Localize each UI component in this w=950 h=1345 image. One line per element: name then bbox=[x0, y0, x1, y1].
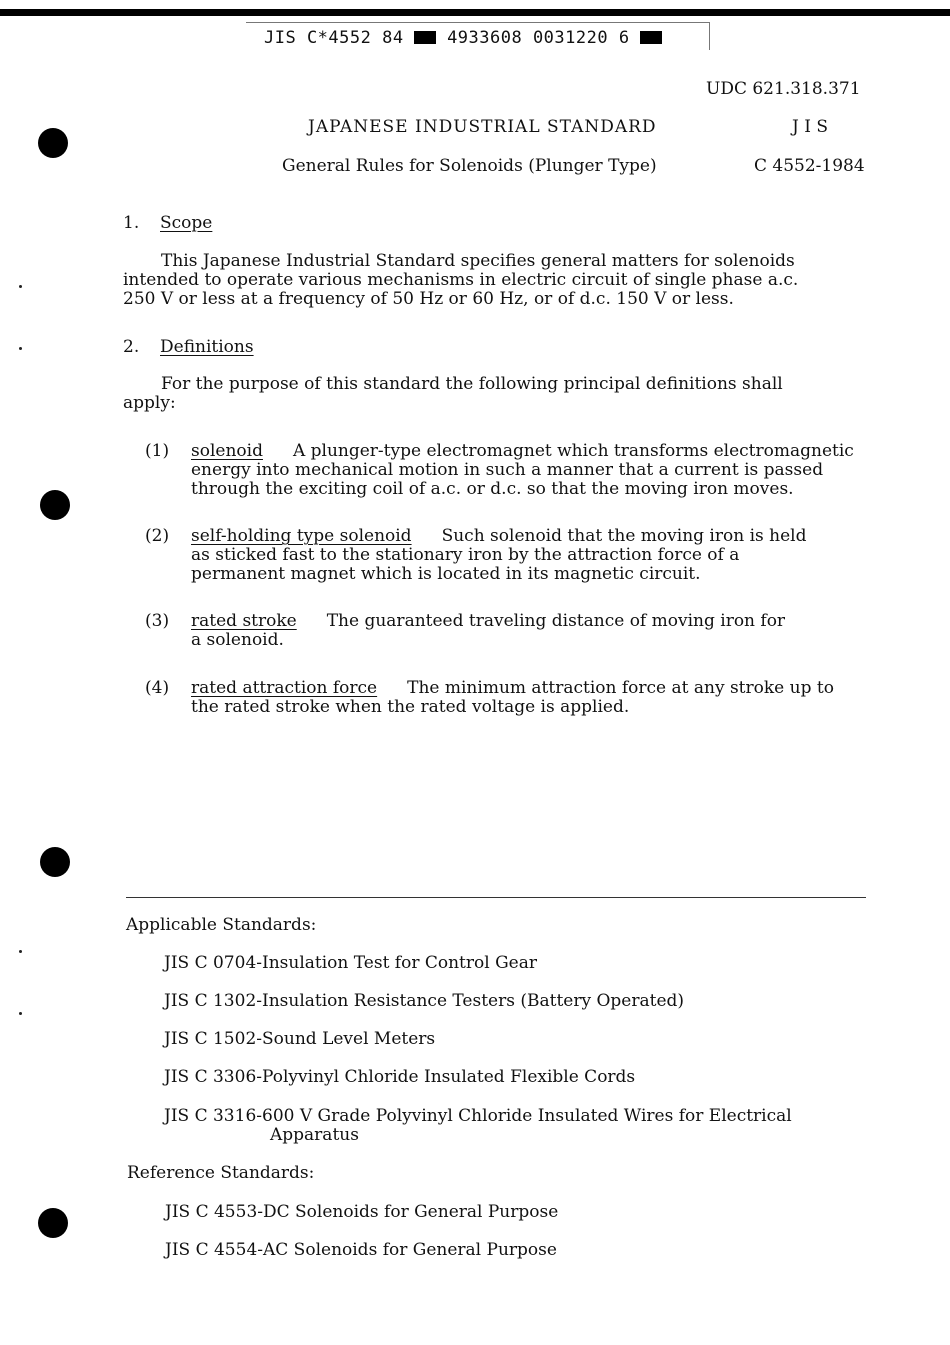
definition-text: The minimum attraction force at any stroke up to bbox=[407, 678, 834, 698]
scope-line: 250 V or less at a frequency of 50 Hz or 60 Hz, or of d.c. 150 V or less. bbox=[123, 289, 734, 309]
definition-number: (4) bbox=[145, 678, 170, 698]
punch-hole-icon bbox=[38, 1208, 68, 1238]
definition-text: A plunger-type electromagnet which transforms electromagnetic bbox=[292, 441, 854, 461]
speck-icon bbox=[19, 1012, 22, 1015]
section-number: 2. bbox=[123, 337, 140, 357]
definition-term: self-holding type solenoid bbox=[191, 526, 412, 546]
block-mark-icon bbox=[414, 31, 436, 44]
definition-line: permanent magnet which is located in its magnetic circuit. bbox=[191, 564, 701, 584]
reference-standard-item: JIS C 4554-AC Solenoids for General Purpose bbox=[165, 1240, 557, 1260]
definition-first-line bbox=[191, 612, 785, 631]
speck-icon bbox=[19, 950, 22, 953]
applicable-standard-item: JIS C 3306-Polyvinyl Chloride Insulated Flexible Cords bbox=[164, 1067, 636, 1087]
standard-title: JAPANESE INDUSTRIAL STANDARD bbox=[308, 117, 657, 137]
punch-hole-icon bbox=[38, 128, 68, 158]
applicable-standard-item: JIS C 1302-Insulation Resistance Testers (Battery Operated) bbox=[164, 991, 685, 1011]
definition-first-line bbox=[191, 679, 834, 698]
definition-term: rated stroke bbox=[191, 611, 297, 631]
definition-text: The guaranteed traveling distance of moving iron for bbox=[326, 611, 786, 631]
document-title: General Rules for Solenoids (Plunger Type) bbox=[282, 156, 657, 176]
punch-hole-icon bbox=[40, 490, 70, 520]
scope-line: intended to operate various mechanisms in electric circuit of single phase a.c. bbox=[123, 270, 799, 290]
definition-number: (3) bbox=[145, 611, 170, 631]
footnote-separator bbox=[126, 897, 866, 898]
definition-line: the rated stroke when the rated voltage is applied. bbox=[191, 697, 630, 717]
top-scan-rule bbox=[0, 9, 950, 16]
applicable-standard-continuation: Apparatus bbox=[270, 1125, 359, 1145]
applicable-standard-item: JIS C 1502-Sound Level Meters bbox=[164, 1029, 436, 1049]
speck-icon bbox=[19, 285, 22, 288]
applicable-standard-item: JIS C 3316-600 V Grade Polyvinyl Chloride Insulated Wires for Electrical bbox=[164, 1106, 792, 1126]
section-number: 1. bbox=[123, 213, 140, 233]
scan-header-code: JIS C*4552 84 bbox=[264, 28, 404, 48]
section-heading-scope: Scope bbox=[160, 213, 213, 233]
document-number: C 4552-1984 bbox=[754, 156, 865, 176]
definition-number: (1) bbox=[145, 441, 170, 461]
definition-first-line bbox=[191, 527, 806, 546]
definition-text: Such solenoid that the moving iron is held bbox=[441, 526, 807, 546]
punch-hole-icon bbox=[40, 847, 70, 877]
jis-mark: J I S bbox=[792, 117, 828, 137]
section-heading-definitions: Definitions bbox=[160, 337, 254, 357]
scan-header bbox=[264, 28, 662, 48]
definition-term: solenoid bbox=[191, 441, 263, 461]
definition-first-line bbox=[191, 442, 854, 461]
scan-header-number: 4933608 0031220 6 bbox=[447, 28, 630, 48]
block-mark-icon bbox=[640, 31, 662, 44]
scope-line: This Japanese Industrial Standard specifies general matters for solenoids bbox=[161, 251, 795, 271]
definition-term: rated attraction force bbox=[191, 678, 378, 698]
definition-line: through the exciting coil of a.c. or d.c. so that the moving iron moves. bbox=[191, 479, 794, 499]
udc-code: UDC 621.318.371 bbox=[706, 79, 861, 99]
definition-line: a solenoid. bbox=[191, 630, 284, 650]
speck-icon bbox=[19, 347, 22, 350]
applicable-standards-heading: Applicable Standards: bbox=[126, 915, 317, 935]
reference-standard-item: JIS C 4553-DC Solenoids for General Purpose bbox=[165, 1202, 559, 1222]
reference-standards-heading: Reference Standards: bbox=[127, 1163, 315, 1183]
definition-number: (2) bbox=[145, 526, 170, 546]
definitions-intro-line: For the purpose of this standard the following principal definitions shall bbox=[161, 374, 783, 394]
definition-line: as sticked fast to the stationary iron by the attraction force of a bbox=[191, 545, 740, 565]
definition-line: energy into mechanical motion in such a manner that a current is passed bbox=[191, 460, 824, 480]
definitions-intro-line: apply: bbox=[123, 393, 176, 413]
applicable-standard-item: JIS C 0704-Insulation Test for Control Gear bbox=[164, 953, 537, 973]
